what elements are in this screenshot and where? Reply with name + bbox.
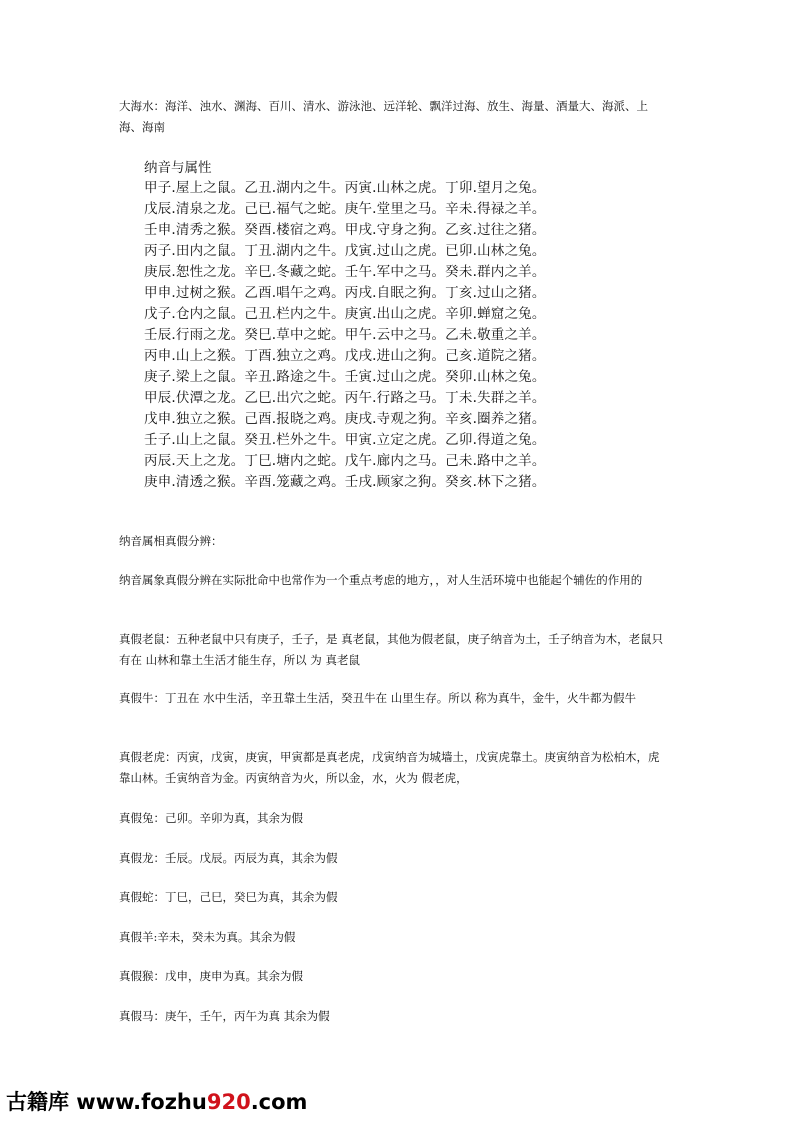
logo-red: 920 bbox=[206, 1090, 251, 1114]
snake-paragraph: 真假蛇：丁巳，己巳，癸巳为真，其余为假 bbox=[119, 890, 338, 904]
horse-paragraph: 真假马：庚午，壬午，丙午为真 其余为假 bbox=[119, 1009, 330, 1023]
tiger-paragraph: 真假老虎：丙寅，戊寅，庚寅，甲寅都是真老虎，戊寅纳音为城墙土，戊寅虎靠土。庚寅纳音为松柏木，虎靠山林。壬寅纳音为金。丙寅纳音为火，所以金，水，火为 假老虎， bbox=[119, 750, 660, 785]
footer-watermark-logo bbox=[6, 1086, 307, 1116]
ox-paragraph: 真假牛：丁丑在 水中生活，辛丑靠土生活，癸丑牛在 山里生存。所以 称为真牛，金牛，火牛都为假牛 bbox=[119, 691, 636, 705]
logo-prefix: 古籍库 www.fozhu bbox=[6, 1090, 207, 1114]
monkey-paragraph: 真假猴：戊申，庚申为真。其余为假 bbox=[119, 969, 303, 983]
nayin-row: 甲子.屋上之鼠。乙丑.湖内之牛。丙寅.山林之虎。丁卯.望月之兔。 bbox=[144, 180, 546, 196]
dahai-paragraph: 大海水：海洋、浊水、渊海、百川、清水、游泳池、远洋轮、飘洋过海、放生、海量、酒量大、海派、上海、海南 bbox=[119, 99, 648, 134]
rat-paragraph: 真假老鼠：五种老鼠中只有庚子，壬子，是 真老鼠，其他为假老鼠，庚子纳音为土，壬子纳音为木，老鼠只有在 山林和靠土生活才能生存，所以 为 真老鼠 bbox=[119, 632, 664, 667]
nayin-row: 丙辰.天上之龙。丁巳.塘内之蛇。戊午.廊内之马。己未.路中之羊。 bbox=[144, 453, 546, 469]
nayin-row: 壬申.清秀之猴。癸酉.楼宿之鸡。甲戌.守身之狗。乙亥.过往之猪。 bbox=[144, 222, 546, 238]
nayin-row: 戊申.独立之猴。己酉.报晓之鸡。庚戌.寺观之狗。辛亥.圈养之猪。 bbox=[144, 411, 546, 427]
nayin-row: 丙子.田内之鼠。丁丑.湖内之牛。戊寅.过山之虎。已卯.山林之兔。 bbox=[144, 243, 546, 259]
nayin-list bbox=[144, 178, 546, 493]
nayin-row: 甲申.过树之猴。乙酉.唱午之鸡。丙戌.自眠之狗。丁亥.过山之猪。 bbox=[144, 285, 546, 301]
nayin-row: 庚辰.恕性之龙。辛巳.冬藏之蛇。壬午.军中之马。癸未.群内之羊。 bbox=[144, 264, 546, 280]
nayin-row: 庚子.梁上之鼠。辛丑.路途之牛。壬寅.过山之虎。癸卯.山林之兔。 bbox=[144, 369, 546, 385]
rabbit-paragraph: 真假兔：己卯。辛卯为真，其余为假 bbox=[119, 811, 303, 825]
intro-paragraph: 纳音属象真假分辨在实际批命中也常作为一个重点考虑的地方，，对人生活环境中也能起个辅佐的作用的 bbox=[119, 573, 643, 587]
nayin-row: 戊辰.清泉之龙。己已.福气之蛇。庚午.堂里之马。辛未.得禄之羊。 bbox=[144, 201, 546, 217]
nayin-row: 戊子.仓内之鼠。己丑.栏内之牛。庚寅.出山之虎。辛卯.蝉窟之兔。 bbox=[144, 306, 546, 322]
nayin-title: 纳音与属性 bbox=[144, 160, 212, 176]
logo-suffix: .com bbox=[250, 1090, 308, 1114]
nayin-row: 壬子.山上之鼠。癸丑.栏外之牛。甲寅.立定之虎。乙卯.得道之兔。 bbox=[144, 432, 546, 448]
goat-paragraph: 真假羊:辛未，癸未为真。其余为假 bbox=[119, 930, 296, 944]
nayin-row: 丙申.山上之猴。丁酉.独立之鸡。戊戌.进山之狗。己亥.道院之猪。 bbox=[144, 348, 546, 364]
nayin-row: 壬辰.行雨之龙。癸巳.草中之蛇。甲午.云中之马。乙未.敬重之羊。 bbox=[144, 327, 546, 343]
section-heading: 纳音属相真假分辨： bbox=[119, 534, 223, 548]
dragon-paragraph: 真假龙：壬辰。戊辰。丙辰为真，其余为假 bbox=[119, 851, 338, 865]
nayin-row: 甲辰.伏潭之龙。乙巳.出穴之蛇。丙午.行路之马。丁未.失群之羊。 bbox=[144, 390, 546, 406]
nayin-row: 庚申.清透之猴。辛酉.笼藏之鸡。壬戌.顾家之狗。癸亥.林下之猪。 bbox=[144, 474, 546, 490]
